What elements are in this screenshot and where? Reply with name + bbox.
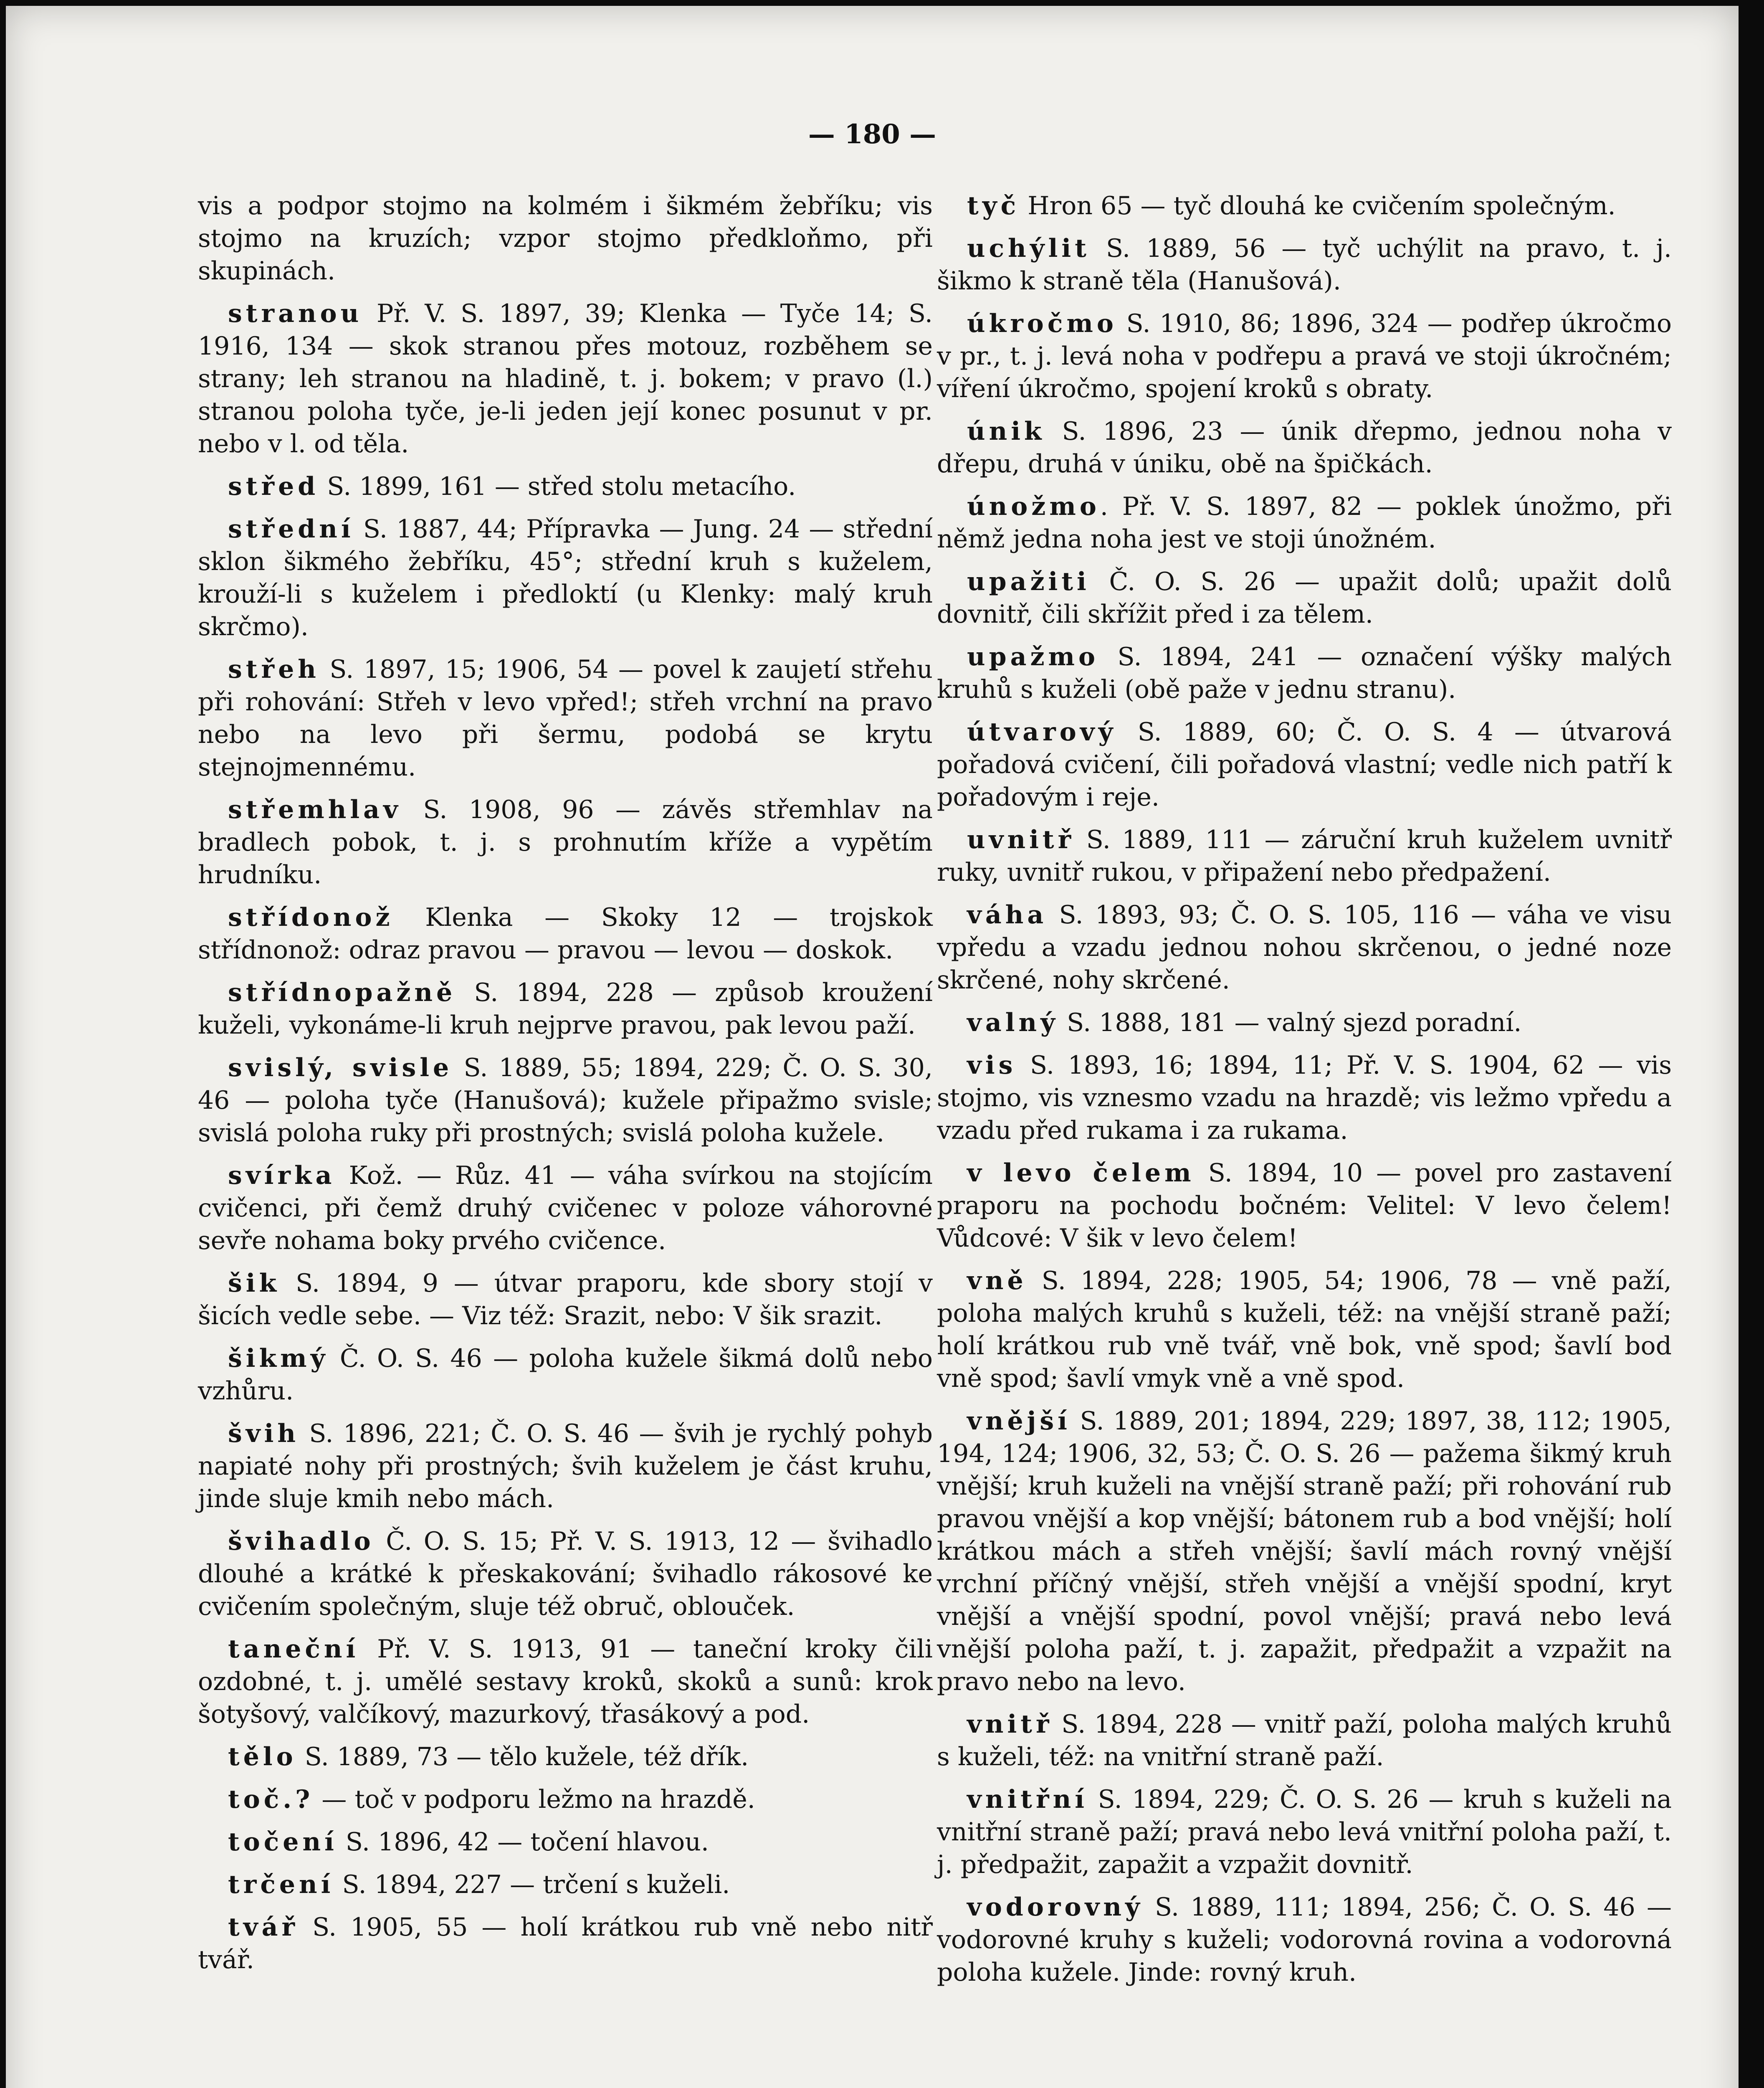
dictionary-entry [937, 1049, 1672, 1147]
entry-headword: šikmý [228, 1344, 329, 1373]
scanned-page [6, 6, 1739, 2088]
entry-text: Př. V. S. 1913, 91 — taneční kroky čili ozdobné, t. j. umělé sestavy kroků, skoků a sunů: krok šotyšový, valčíkový, mazurkový, třasákový a pod. [198, 1634, 933, 1729]
entry-text: S. 1888, 181 — valný sjezd poradní. [1059, 1008, 1522, 1037]
dictionary-entry [198, 1633, 933, 1731]
right-column [937, 190, 1672, 1999]
dictionary-entry [198, 653, 933, 783]
entry-headword: uvnitř [967, 825, 1075, 854]
dictionary-entry [198, 1783, 933, 1816]
entry-text: S. 1893, 93; Č. O. S. 105, 116 — váha ve visu vpředu a vzadu jednou nohou skrčenou, o jedné noze skrčené, nohy skrčené. [937, 900, 1672, 995]
entry-headword: vis [967, 1051, 1017, 1080]
dictionary-entry [198, 1417, 933, 1515]
entry-headword: tělo [228, 1742, 297, 1771]
entry-headword: střídonož [228, 903, 394, 932]
entry-headword: švih [228, 1419, 300, 1448]
entry-text: S. 1905, 55 — holí krátkou rub vně nebo nitř tvář. [198, 1913, 933, 1974]
entry-headword: únik [967, 417, 1045, 446]
entry-headword: tvář [228, 1913, 299, 1942]
dictionary-entry [198, 1868, 933, 1901]
entry-headword: upažiti [967, 567, 1090, 596]
entry-text: S. 1889, 201; 1894, 229; 1897, 38, 112; 1905, 194, 124; 1906, 32, 53; Č. O. S. 26 — pažema šikmý kruh vnější; kruh kuželi na vnější straně paží; při rohování rub pravou vnější a kop vnější; bátonem rub a bod vnější; holí krátkou mách a střeh vnější; šavlí mách rovný vnější vrchní příčný vnější, střeh vnější a vnější spodní, kryt vnější a vnější spodní, povol vnější; pravá nebo levá vnější poloha paží, t. j. zapažit, předpažit a vzpažit na pravo nebo na levo. [937, 1406, 1672, 1696]
entry-headword: trčení [228, 1870, 334, 1899]
dictionary-entry [198, 901, 933, 966]
dictionary-entry [198, 1826, 933, 1858]
entry-headword: šik [228, 1269, 281, 1298]
entry-text: S. 1899, 161 — střed stolu metacího. [319, 472, 796, 501]
entry-headword: úkročmo [967, 309, 1117, 338]
dictionary-entry [937, 1006, 1672, 1039]
entry-headword: vnitřní [967, 1785, 1088, 1814]
entry-text: S. 1889, 111; 1894, 256; Č. O. S. 46 — vodorovné kruhy s kuželi; vodorovná rovina a vodorovná poloha kužele. Jinde: rovný kruh. [937, 1893, 1672, 1987]
entry-text: S. 1894, 228; 1905, 54; 1906, 78 — vně paží, poloha malých kruhů s kuželi, též: na vnější straně paží; holí krátkou rub vně tvář, vně bok, vně spod; šavlí bod vně spod; šavlí vmyk vně a vně spod. [937, 1266, 1672, 1393]
dictionary-entry [937, 1157, 1672, 1254]
dictionary-entry [198, 1342, 933, 1407]
entry-text: S. 1893, 16; 1894, 11; Př. V. S. 1904, 62 — vis stojmo, vis vznesmo vzadu na hrazdě; vis ležmo vpředu a vzadu před rukama i za rukama. [937, 1051, 1672, 1145]
entry-headword: upažmo [967, 642, 1099, 672]
entry-text: Hron 65 — tyč dlouhá ke cvičením společným. [1020, 191, 1616, 220]
entry-headword: toč.? [228, 1785, 314, 1814]
dictionary-entry [937, 415, 1672, 480]
entry-text: S. 1896, 23 — únik dřepmo, jednou noha v dřepu, druhá v úniku, obě na špičkách. [937, 417, 1672, 479]
entry-headword: vodorovný [967, 1893, 1144, 1922]
entry-text: S. 1894, 9 — útvar praporu, kde sbory stojí v šicích vedle sebe. — Viz též: Srazit, nebo: V šik srazit. [198, 1269, 933, 1330]
entry-text: S. 1894, 228 — způsob kroužení kuželi, vykonáme-li kruh nejprve pravou, pak levou paží. [198, 978, 933, 1040]
entry-text: Klenka — Skoky 12 — trojskok střídnonož: odraz pravou — pravou — levou — doskok. [198, 903, 933, 965]
entry-headword: váha [967, 900, 1048, 930]
entry-headword: střemhlav [228, 795, 402, 824]
dictionary-entry [937, 824, 1672, 889]
entry-text: S. 1889, 73 — tělo kužele, též dřík. [296, 1742, 749, 1771]
entry-headword: stranou [228, 299, 363, 328]
dictionary-entry [937, 1405, 1672, 1698]
entry-text: S. 1894, 10 — povel pro zastavení praporu na pochodu bočném: Velitel: V levo čelem! Vůdcové: V šik v levo čelem! [937, 1158, 1672, 1253]
dictionary-entry [937, 1891, 1672, 1989]
entry-text: S. 1894, 229; Č. O. S. 26 — kruh s kuželi na vnitřní straně paží; pravá nebo levá vnitřní poloha paží, t. j. předpažit, zapažit a vzpažit dovnitř. [937, 1785, 1672, 1879]
entry-text: — toč v podporu ležmo na hrazdě. [314, 1785, 755, 1814]
entry-text: vis a podpor stojmo na kolmém i šikmém žebříku; vis stojmo na kruzích; vzpor stojmo předkloňmo, při skupinách. [198, 191, 933, 286]
entry-headword: únožmo [967, 492, 1100, 521]
dictionary-entry [937, 899, 1672, 996]
entry-headword: útvarový [967, 717, 1117, 747]
dictionary-entry [198, 976, 933, 1041]
dictionary-entry [198, 1267, 933, 1332]
dictionary-entry [937, 490, 1672, 555]
entry-text: S. 1887, 44; Přípravka — Jung. 24 — střední sklon šikmého žebříku, 45°; střední kruh s kuželem, krouží-li s kuželem i předloktí (u Klenky: malý kruh skrčmo). [198, 514, 933, 641]
dictionary-entry [198, 1741, 933, 1773]
entry-text: Př. V. S. 1897, 39; Klenka — Tyče 14; S. 1916, 134 — skok stranou přes motouz, rozběhem se strany; leh stranou na hladině, t. j. bokem; v pravo (l.) stranou poloha tyče, je-li jeden její konec posunut v pr. nebo v l. od těla. [198, 299, 933, 459]
dictionary-entry [937, 232, 1672, 297]
entry-headword: střední [228, 514, 354, 544]
entry-headword: svírka [228, 1161, 336, 1190]
dictionary-entry [198, 1911, 933, 1976]
entry-text: S. 1889, 55; 1894, 229; Č. O. S. 30, 46 — poloha tyče (Hanušová); kužele připažmo svisle; svislá poloha ruky při prostných; svislá poloha kužele. [198, 1053, 933, 1148]
entry-headword: střed [228, 472, 319, 501]
entry-text: S. 1897, 15; 1906, 54 — povel k zaujetí střehu při rohování: Střeh v levo vpřed!; střeh vrchní na pravo nebo na levo při šermu, podobá se krytu stejnojmennému. [198, 655, 933, 782]
dictionary-entry [937, 190, 1672, 222]
entry-text: Č. O. S. 46 — poloha kužele šikmá dolů nebo vzhůru. [198, 1344, 933, 1406]
entry-headword: valný [967, 1008, 1059, 1037]
dictionary-entry [937, 716, 1672, 813]
dictionary-entry [937, 1783, 1672, 1881]
dictionary-entry [937, 1264, 1672, 1395]
dictionary-entry [198, 190, 933, 287]
entry-headword: střeh [228, 655, 320, 684]
entry-text: Č. O. S. 26 — upažit dolů; upažit dolů dovnitř, čili skřížit před i za tělem. [937, 567, 1672, 629]
entry-text: S. 1908, 96 — závěs střemhlav na bradlech pobok, t. j. s prohnutím kříže a vypětím hrudníku. [198, 795, 933, 889]
dictionary-entry [937, 565, 1672, 631]
entry-text: . Př. V. S. 1897, 82 — poklek únožmo, při němž jedna noha jest ve stoji únožném. [937, 492, 1672, 554]
entry-headword: vnější [967, 1406, 1071, 1436]
dictionary-entry [198, 1525, 933, 1623]
entry-text: S. 1889, 111 — záruční kruh kuželem uvnitř ruky, uvnitř rukou, v připažení nebo předpažení. [937, 825, 1672, 887]
left-column [198, 190, 933, 1986]
entry-headword: střídnopažně [228, 978, 456, 1007]
dictionary-entry [937, 307, 1672, 405]
dictionary-entry [198, 1052, 933, 1149]
entry-headword: uchýlit [967, 234, 1090, 263]
entry-headword: vnitř [967, 1710, 1053, 1739]
entry-headword: svislý, svisle [228, 1053, 453, 1082]
entry-headword: v levo čelem [967, 1158, 1195, 1188]
entry-headword: vně [967, 1266, 1027, 1295]
entry-text: Kož. — Růz. 41 — váha svírkou na stojícím cvičenci, při čemž druhý cvičenec v poloze váhorovné sevře nohama boky prvého cvičence. [198, 1161, 933, 1255]
entry-text: S. 1889, 56 — tyč uchýlit na pravo, t. j. šikmo k straně těla (Hanušová). [937, 234, 1672, 296]
dictionary-entry [937, 1708, 1672, 1773]
entry-text: Č. O. S. 15; Př. V. S. 1913, 12 — švihadlo dlouhé a krátké k přeskakování; švihadlo rákosové ke cvičením společným, sluje též obruč, oblouček. [198, 1527, 933, 1621]
page-number: — 180 — [808, 119, 936, 150]
entry-text: S. 1894, 228 — vnitř paží, poloha malých kruhů s kuželi, též: na vnitřní straně paží. [937, 1710, 1672, 1771]
dictionary-entry [198, 470, 933, 503]
dictionary-entry [198, 793, 933, 891]
entry-headword: taneční [228, 1634, 359, 1664]
dictionary-entry [198, 1159, 933, 1257]
entry-text: S. 1910, 86; 1896, 324 — podřep úkročmo v pr., t. j. levá noha v podřepu a pravá ve stoji úkročném; víření úkročmo, spojení kroků s obraty. [937, 309, 1672, 403]
entry-headword: tyč [967, 191, 1020, 220]
entry-text: S. 1894, 241 — označení výšky malých kruhů s kuželi (obě paže v jednu stranu). [937, 642, 1672, 704]
dictionary-entry [937, 641, 1672, 706]
entry-text: S. 1896, 42 — točení hlavou. [337, 1827, 709, 1857]
entry-text: S. 1894, 227 — trčení s kuželi. [334, 1870, 730, 1899]
entry-headword: točení [228, 1827, 338, 1857]
dictionary-entry [198, 513, 933, 643]
dictionary-entry [198, 297, 933, 460]
entry-text: S. 1889, 60; Č. O. S. 4 — útvarová pořadová cvičení, čili pořadová vlastní; vedle nich patří k pořadovým i reje. [937, 717, 1672, 812]
entry-headword: švihadlo [228, 1527, 375, 1556]
entry-text: S. 1896, 221; Č. O. S. 46 — švih je rychlý pohyb napiaté nohy při prostných; švih kuželem je část kruhu, jinde sluje kmih nebo mách. [198, 1419, 933, 1513]
